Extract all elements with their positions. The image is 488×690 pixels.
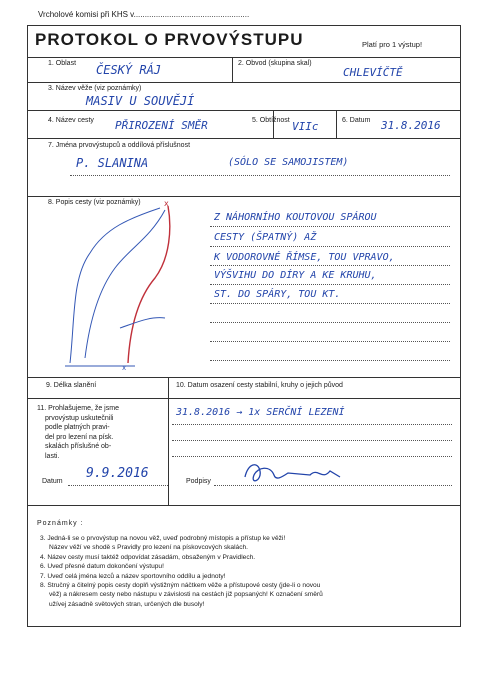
rule [27, 110, 461, 111]
climbers-note: (SÓLO SE SAMOJISTEM) [228, 157, 349, 168]
dotted-line [210, 226, 450, 227]
rule [27, 377, 461, 378]
anchors-label: 10. Datum osazení cesty stabilní, kruhy o jejich původ [176, 382, 343, 389]
tower-label: 3. Název věže (viz poznámky) [48, 85, 142, 92]
notes-heading: Poznámky : [37, 520, 84, 527]
rule [27, 138, 461, 139]
divider [232, 57, 233, 82]
district-value: CHLEVÍČTĚ [343, 66, 403, 79]
dotted-line [210, 341, 450, 342]
climbers-value: P. SLANINA [76, 156, 149, 170]
dotted-line [172, 440, 452, 441]
svg-text:x: x [122, 364, 127, 372]
descent-label: 9. Délka slanění [46, 382, 97, 389]
notes-list [40, 534, 450, 609]
dotted-line [68, 485, 168, 486]
note-item: 4. Název cesty musí taktéž odpovídat zásadám, obsaženým v Pravidlech. [40, 553, 256, 561]
note-item: věž) a nákresem cesty nebo nástupu v závislosti na cestách již popsaných! K označení směrů [49, 591, 323, 599]
note-item: 6. Uveď přesné datum dokončení výstupu! [40, 563, 164, 571]
signature-drawing [240, 455, 350, 490]
note-item: 7. Uveď celá jména lezců a název sportovního oddílu a jednoty! [40, 572, 226, 580]
note-item: Název věží ve shodě s Pravidly pro lezení na pískovcových skalách. [49, 544, 249, 552]
form-title: PROTOKOL O PRVOVÝSTUPU [35, 30, 304, 49]
divider [273, 110, 274, 138]
description-label: 8. Popis cesty (viz poznámky) [48, 199, 141, 206]
dotted-line [210, 303, 450, 304]
area-label: 1. Oblast [48, 60, 77, 67]
org-line: Vrcholové komisi při KHS v.................................................... [38, 10, 250, 19]
rule [27, 196, 461, 197]
description-line: CESTY (ŠPATNÝ) AŽ [214, 232, 317, 243]
route-label: 4. Název cesty [48, 117, 94, 124]
dotted-line [210, 322, 450, 323]
district-label: 2. Obvod (skupina skal) [238, 60, 312, 67]
grade-value: VIIc [292, 120, 319, 133]
area-value: ČESKÝ RÁJ [96, 63, 162, 77]
date-value: 31.8.2016 [381, 119, 441, 132]
signatures-label: Podpisy [186, 478, 211, 485]
dotted-line [210, 284, 450, 285]
grade-label: 5. Obtížnost [252, 117, 290, 124]
declaration-label: 11. Prohlašujeme, že jsme prvovýstup uskutečnili podle platných pravi- del pro lezení na písk. skalách příslušné ob- lasti. [37, 405, 119, 460]
rule [27, 82, 461, 83]
route-value: PŘIROZENÍ SMĚR [115, 119, 208, 132]
description-line: ST. DO SPÁRY, TOU KT. [214, 289, 341, 300]
divider [168, 377, 169, 505]
description-line: VÝŠVIHU DO DÍRY A KE KRUHU, [214, 270, 377, 281]
sign-date-label: Datum [42, 478, 63, 485]
dotted-line [210, 265, 450, 266]
dotted-line [210, 360, 450, 361]
sign-date-value: 9.9.2016 [86, 466, 149, 481]
rule [27, 398, 461, 399]
divider [336, 110, 337, 138]
valid-note: Platí pro 1 výstup! [362, 40, 423, 49]
dotted-line [70, 175, 450, 176]
rule [27, 57, 461, 58]
description-line: K VODOROVNÉ ŘÍMSE, TOU VPRAVO, [214, 252, 395, 263]
date-label: 6. Datum [342, 117, 371, 124]
route-sketch [60, 198, 210, 373]
climbers-label: 7. Jména prvovýstupců a oddílová příslušnost [48, 142, 191, 149]
note-item: 3. Jedná-li se o prvovýstup na novou věž, uveď podrobný místopis a přístup ke věži! [40, 535, 286, 542]
svg-text:x: x [164, 199, 169, 208]
tower-value: MASIV U SOUVĚJÍ [86, 94, 195, 108]
description-line: Z NÁHORNÍHO KOUTOVOU SPÁROU [214, 212, 377, 223]
note-item: 8. Stručný a čitelný popis cesty doplň výstižným náčtkem věže a přístupové cesty (jde-li o novou [40, 582, 321, 590]
rule [27, 505, 461, 506]
note-item: užívej zásadně světových stran, určených dle busoly! [49, 600, 205, 608]
dotted-line [172, 424, 452, 425]
dotted-line [210, 246, 450, 247]
anchors-value: 31.8.2016 → 1x SERČNÍ LEZENÍ [176, 407, 345, 418]
